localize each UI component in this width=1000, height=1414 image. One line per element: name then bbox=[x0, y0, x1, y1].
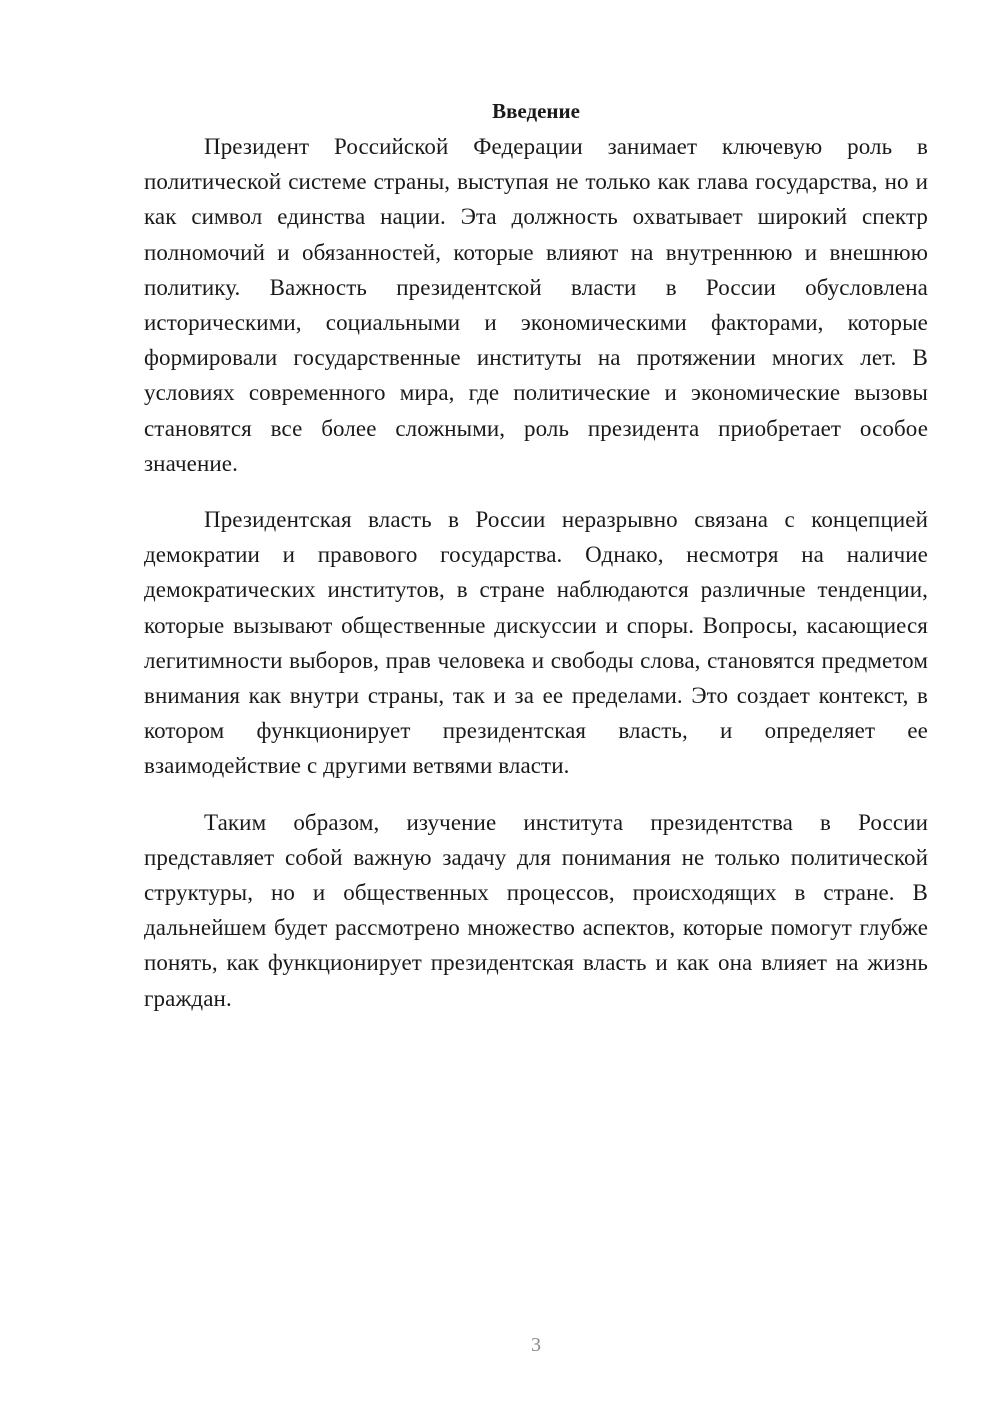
section-title: Введение bbox=[492, 99, 580, 123]
paragraph-3: Таким образом, изучение института президентства в России представляет собой важную задачу для понимания не только политической структуры, но и общественных процессов, происходящих в стране. В дальнейшем будет рассмотрено множество аспектов, которые помогут глубже понять, как функционирует президентская власть и как она влияет на жизнь граждан. bbox=[144, 809, 928, 1011]
paragraph-1: Президент Российской Федерации занимает ключевую роль в политической системе страны, выступая не только как глава государства, но и как символ единства нации. Эта должность охватывает широкий спектр полномочий и обязанностей, которые влияют на внутреннюю и внешнюю политику. Важность президентской власти в России обусловлена историческими, социальными и экономическими факторами, которые формировали государственные институты на протяжении многих лет. В условиях современного мира, где политические и экономические вызовы становятся все более сложными, роль президента приобретает особое значение. bbox=[144, 134, 928, 476]
paragraph-2: Президентская власть в России неразрывно связана с концепцией демократии и правового государства. Однако, несмотря на наличие демократических институтов, в стране наблюдаются различные тенденции, которые вызывают общественные дискуссии и споры. Вопросы, касающиеся легитимности выборов, прав человека и свободы слова, становятся предметом внимания как внутри страны, так и за ее пределами. Это создает контекст, в котором функционирует президентская власть, и определяет ее взаимодействие с другими ветвями власти. bbox=[144, 507, 928, 779]
page-content bbox=[144, 96, 928, 1037]
page-number: 3 bbox=[531, 1334, 541, 1356]
